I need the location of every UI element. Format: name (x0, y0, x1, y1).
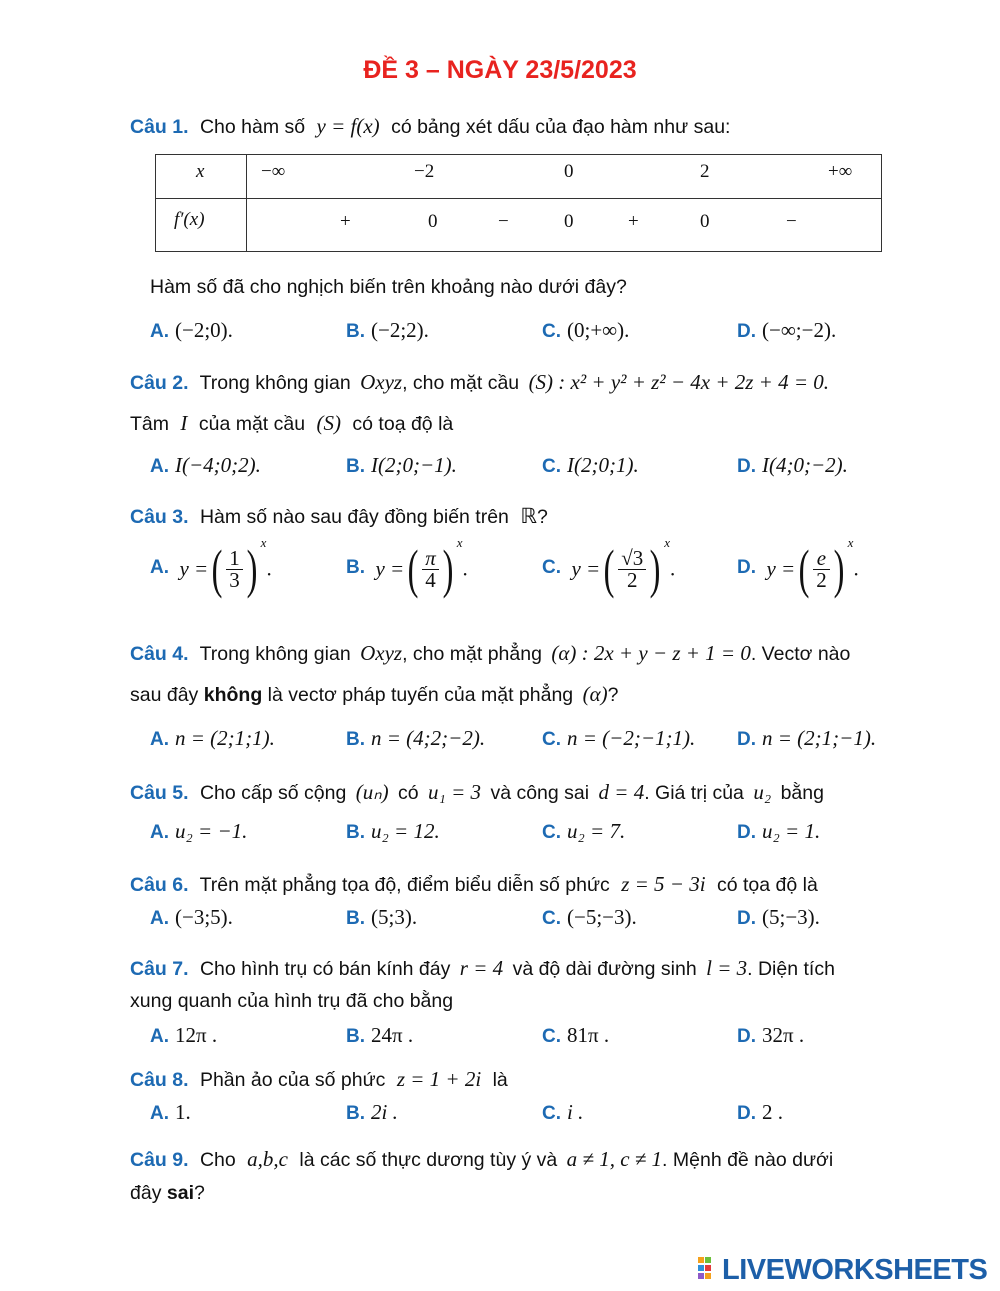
option-value: u₂ = 1. (762, 819, 821, 843)
option-lhs: y = (179, 556, 209, 581)
math-expression: l = 3 (706, 956, 748, 980)
logo-icon (698, 1257, 718, 1281)
question-text: ? (607, 684, 619, 706)
option-value: 2 . (762, 1100, 783, 1124)
math-expression: a ≠ 1, c ≠ 1 (566, 1147, 663, 1171)
paren-icon: ) (442, 539, 454, 599)
option-value: u₂ = 12. (371, 819, 440, 843)
option-d[interactable] (737, 907, 820, 928)
option-b[interactable] (346, 728, 485, 749)
option-label: B. (346, 729, 365, 750)
question-text: Hàm số nào sau đây đồng biến trên (199, 506, 509, 528)
option-c[interactable] (542, 907, 637, 928)
option-label: D. (737, 1026, 756, 1047)
fraction (813, 545, 830, 592)
option-label: C. (542, 729, 561, 750)
option-label: B. (346, 557, 365, 579)
question-prompt: Hàm số đã cho nghịch biến trên khoảng nào dưới đây? (150, 276, 627, 298)
math-expression: z = 1 + 2i (396, 1067, 482, 1091)
option-value: i . (567, 1100, 584, 1124)
emphasis-text: sai (166, 1182, 194, 1204)
table-divider (246, 155, 247, 251)
option-value: 1. (175, 1100, 191, 1124)
option-a[interactable] (150, 821, 247, 842)
question-text: . Diện tích (747, 958, 835, 980)
question-text: của mặt cầu (198, 413, 306, 435)
option-label: D. (737, 321, 756, 342)
fraction-denominator: 4 (425, 567, 436, 592)
question-text: ? (536, 506, 548, 528)
math-expression: Oxyz (360, 641, 403, 665)
option-value: n = (2;1;1). (175, 726, 275, 750)
fraction-numerator: e (813, 548, 830, 570)
question-text: có tọa độ là (716, 874, 818, 896)
option-label: D. (737, 822, 756, 843)
question-text: Cho (199, 1149, 236, 1171)
option-label: A. (150, 557, 169, 579)
option-label: C. (542, 456, 561, 477)
question-text: là vectơ pháp tuyến của mặt phẳng (267, 684, 574, 706)
fraction-denominator: 2 (816, 567, 827, 592)
math-expression: d = 4 (598, 780, 645, 804)
period: . (853, 556, 859, 581)
option-c[interactable] (542, 535, 676, 599)
exponent: x (847, 535, 854, 550)
question-7 (130, 958, 835, 980)
option-c[interactable] (542, 728, 695, 749)
option-a[interactable] (150, 907, 233, 928)
fraction-denominator: 2 (626, 567, 638, 592)
option-value: 81π . (567, 1023, 610, 1047)
question-text: Cho cấp số cộng (199, 782, 347, 804)
question-2-line-2 (130, 413, 453, 435)
question-number: Câu 7. (130, 958, 189, 980)
question-text: Cho hình trụ có bán kính đáy (199, 958, 451, 980)
option-c[interactable] (542, 821, 625, 842)
question-text: , cho mặt phẳng (402, 643, 542, 665)
math-expression: I (180, 411, 188, 435)
option-c[interactable] (542, 1102, 583, 1123)
table-divider (156, 198, 881, 199)
question-4 (130, 643, 850, 665)
question-text: và độ dài đường sinh (512, 958, 697, 980)
option-d[interactable] (737, 1025, 804, 1046)
table-sign: + (340, 211, 351, 232)
option-label: A. (150, 456, 169, 477)
paren-icon: ( (211, 539, 223, 599)
question-7-line-2: xung quanh của hình trụ đã cho bằng (130, 990, 454, 1012)
option-d[interactable] (737, 535, 859, 599)
table-sign: 0 (700, 211, 710, 232)
fraction-numerator: 1 (226, 548, 243, 570)
math-expression: u₂ (753, 780, 772, 804)
option-value: n = (4;2;−2). (371, 726, 486, 750)
table-x-value: 2 (700, 161, 710, 182)
option-c[interactable] (542, 320, 629, 341)
option-value: 2i . (371, 1100, 398, 1124)
exponent: x (260, 535, 267, 550)
question-number: Câu 3. (130, 506, 189, 528)
question-text: ? (193, 1182, 205, 1204)
option-label: B. (346, 321, 365, 342)
period: . (266, 556, 272, 581)
option-d[interactable] (737, 728, 876, 749)
math-expression: (α) (582, 682, 608, 706)
fraction-numerator: π (422, 548, 439, 570)
table-sign: 0 (428, 211, 438, 232)
option-c[interactable] (542, 1025, 609, 1046)
option-a[interactable] (150, 1025, 217, 1046)
option-label: D. (737, 456, 756, 477)
option-label: B. (346, 1026, 365, 1047)
question-text: là các số thực dương tùy ý và (299, 1149, 558, 1171)
option-b[interactable] (346, 535, 468, 599)
option-label: B. (346, 1103, 365, 1124)
option-value: (0;+∞). (567, 318, 630, 342)
exponent: x (664, 535, 670, 550)
option-value: u₂ = −1. (175, 819, 248, 843)
option-value: I(2;0;−1). (371, 453, 457, 477)
math-expression: z = 5 − 3i (621, 872, 706, 896)
option-value: (−2;0). (175, 318, 233, 342)
question-number: Câu 2. (130, 372, 189, 394)
fraction-numerator: √3 (618, 548, 646, 570)
question-text: Trong không gian (199, 372, 351, 394)
option-b[interactable] (346, 1025, 413, 1046)
real-numbers-symbol: ℝ (520, 504, 537, 528)
option-label: A. (150, 1026, 169, 1047)
logo-text: LIVEWORKSHEETS (722, 1254, 988, 1286)
question-text: Trong không gian (199, 643, 351, 665)
option-value: u₂ = 7. (567, 819, 626, 843)
question-text: và công sai (490, 782, 590, 804)
fraction (226, 545, 243, 592)
table-x-value: 0 (564, 161, 574, 182)
question-text: . Vectơ nào (750, 643, 851, 665)
question-number: Câu 6. (130, 874, 189, 896)
option-label: C. (542, 1026, 561, 1047)
option-label: B. (346, 456, 365, 477)
question-text: . Mệnh đề nào dưới (662, 1149, 834, 1171)
liveworksheets-logo (698, 1254, 987, 1287)
option-b[interactable] (346, 455, 457, 476)
question-text: . Giá trị của (644, 782, 744, 804)
math-expression: (uₙ) (355, 780, 389, 804)
option-value: (5;3). (371, 905, 418, 929)
option-d[interactable] (737, 1102, 783, 1123)
question-6 (130, 874, 818, 896)
table-x-value: +∞ (828, 161, 853, 182)
option-b[interactable] (346, 320, 429, 341)
option-a[interactable] (150, 1102, 191, 1123)
exponent: x (456, 535, 463, 550)
option-label: D. (737, 1103, 756, 1124)
question-text: có toạ độ là (352, 413, 454, 435)
question-1 (130, 116, 730, 138)
math-expression: Oxyz (360, 370, 403, 394)
question-text: sau đây (130, 684, 199, 706)
sign-table (155, 154, 882, 252)
option-label: D. (737, 729, 756, 750)
paren-icon: ( (407, 539, 419, 599)
option-label: A. (150, 321, 169, 342)
table-sign: − (498, 211, 509, 232)
option-label: B. (346, 908, 365, 929)
option-label: B. (346, 822, 365, 843)
question-number: Câu 9. (130, 1149, 189, 1171)
option-label: D. (737, 557, 756, 579)
table-sign: 0 (564, 211, 574, 232)
period: . (462, 556, 468, 581)
math-expression: u₁ = 3 (428, 780, 482, 804)
math-expression: y = f(x) (316, 114, 380, 138)
period: . (669, 556, 676, 581)
option-a[interactable] (150, 535, 272, 599)
option-label: C. (542, 557, 561, 579)
table-header-x: x (196, 161, 205, 182)
option-value: 24π . (371, 1023, 414, 1047)
question-5 (130, 782, 824, 804)
question-text: là (492, 1069, 508, 1091)
question-text: có (398, 782, 419, 804)
question-text: Trên mặt phẳng tọa độ, điểm biểu diễn số phức (199, 874, 610, 896)
option-value: (−2;2). (371, 318, 429, 342)
option-label: A. (150, 908, 169, 929)
option-lhs: y = (375, 556, 405, 581)
question-text: đây (130, 1182, 162, 1204)
question-text: bằng (780, 782, 824, 804)
option-label: A. (150, 1103, 169, 1124)
question-number: Câu 1. (130, 116, 189, 138)
option-value: I(2;0;1). (567, 453, 639, 477)
option-a[interactable] (150, 455, 261, 476)
question-number: Câu 8. (130, 1069, 189, 1091)
question-9 (130, 1149, 833, 1171)
table-x-value: −∞ (261, 161, 286, 182)
emphasis-text: không (203, 684, 263, 706)
question-3 (130, 506, 548, 528)
option-d[interactable] (737, 821, 820, 842)
option-value: n = (2;1;−1). (762, 726, 877, 750)
option-value: I(4;0;−2). (762, 453, 848, 477)
question-9-line-2 (130, 1184, 205, 1204)
paren-icon: ) (833, 539, 845, 599)
math-expression: (α) : 2x + y − z + 1 = 0 (551, 641, 751, 665)
option-label: C. (542, 908, 561, 929)
question-text: Cho hàm số (199, 116, 306, 138)
option-value: 32π . (762, 1023, 805, 1047)
option-value: (−∞;−2). (762, 318, 837, 342)
option-label: C. (542, 822, 561, 843)
option-value: n = (−2;−1;1). (567, 726, 696, 750)
question-text: , cho mặt cầu (402, 372, 520, 394)
math-expression: (S) (316, 411, 341, 435)
option-b[interactable] (346, 1102, 398, 1123)
question-number: Câu 4. (130, 643, 189, 665)
fraction-denominator: 3 (229, 567, 240, 592)
table-header-derivative: f′(x) (174, 209, 205, 230)
option-value: (5;−3). (762, 905, 820, 929)
paren-icon: ) (649, 539, 661, 599)
option-a[interactable] (150, 320, 233, 341)
table-sign: − (786, 211, 797, 232)
option-label: C. (542, 321, 561, 342)
page-title: ĐỀ 3 – NGÀY 23/5/2023 (363, 56, 637, 84)
math-expression: (S) : x² + y² + z² − 4x + 2z + 4 = 0. (528, 370, 830, 394)
option-label: A. (150, 822, 169, 843)
option-label: A. (150, 729, 169, 750)
question-text: Tâm (130, 413, 169, 435)
option-b[interactable] (346, 821, 440, 842)
question-4-line-2 (130, 684, 618, 706)
option-a[interactable] (150, 728, 275, 749)
question-text: Phần ảo của số phức (199, 1069, 386, 1091)
paren-icon: ( (603, 539, 615, 599)
table-sign: + (628, 211, 639, 232)
question-text: có bảng xét dấu của đạo hàm như sau: (391, 116, 731, 138)
option-value: (−3;5). (175, 905, 233, 929)
option-d[interactable] (737, 455, 848, 476)
paren-icon: ( (798, 539, 810, 599)
question-number: Câu 5. (130, 782, 189, 804)
table-x-value: −2 (414, 161, 435, 182)
option-c[interactable] (542, 455, 639, 476)
question-2 (130, 372, 829, 394)
option-value: I(−4;0;2). (175, 453, 261, 477)
option-value: 12π . (175, 1023, 218, 1047)
option-b[interactable] (346, 907, 417, 928)
fraction (618, 545, 646, 592)
option-label: D. (737, 908, 756, 929)
fraction (422, 545, 439, 592)
math-expression: r = 4 (459, 956, 504, 980)
question-8 (130, 1069, 508, 1091)
option-lhs: y = (571, 556, 601, 581)
option-d[interactable] (737, 320, 836, 341)
option-label: C. (542, 1103, 561, 1124)
option-value: (−5;−3). (567, 905, 637, 929)
math-expression: a,b,c (247, 1147, 288, 1171)
option-lhs: y = (766, 556, 796, 581)
paren-icon: ) (246, 539, 258, 599)
